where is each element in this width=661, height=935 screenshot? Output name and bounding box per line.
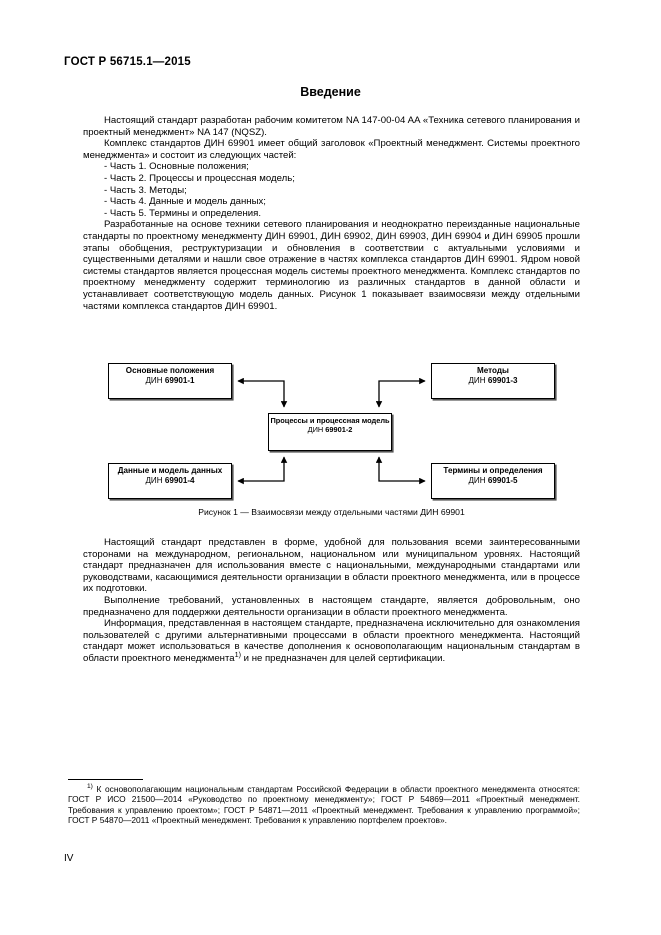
footnote-separator [68, 779, 143, 780]
paragraph-6-text-b: и не предназначен для целей сертификации. [241, 652, 446, 664]
intro-text-block [83, 115, 580, 312]
node-code: ДИН 69901-3 [468, 376, 518, 386]
diagram-node-basics [108, 363, 232, 399]
paragraph-6-text-a: Информация, представленная в настоящем стандарте, предназначена исключительно для ознакомления пользователей с другими альтернативными процессами в области проектного менеджмента. Настоящий стандарт может использоваться в качестве дополнения к основополагающим национальным стандартам в области проектного менеджмента [83, 618, 580, 664]
footnote-block [68, 784, 580, 826]
footnote-marker: 1) [87, 783, 93, 791]
node-code: ДИН 69901-1 [145, 376, 195, 386]
node-title: Методы [477, 366, 509, 375]
figure-1 [83, 357, 580, 532]
list-item: - Часть 5. Термины и определения. [104, 207, 261, 219]
diagram-node-processes [268, 413, 392, 451]
paragraph-3: Разработанные на основе техники сетевого планирования и неоднократно переизданные национальные стандарты по проектному менеджменту ДИН 69901, ДИН 69902, ДИН 69903, ДИН 69904 и ДИН 69905 прошли этапы обобщения, реструктуризации и обновления в соответствии с актуальными условиями и существенными деталями и нашли свое отражение в частях комплекса стандартов ДИН 69901. Ядром новой системы стандартов является процессная модель системы проектного менеджмента. Комплекс стандартов по проектному менеджменту содержит терминологию из различных стандартов в данной области и устанавливает соответствующую модель данных. Рисунок 1 показывает взаимосвязи между отдельными частями комплекса стандартов ДИН 69901. [83, 219, 580, 312]
parts-list [83, 161, 580, 219]
paragraph-5: Выполнение требований, установленных в настоящем стандарте, является добровольным, оно предназначено для поддержки деятельности организации в области проектного менеджмента. [83, 594, 580, 618]
list-item: - Часть 4. Данные и модель данных; [104, 196, 266, 208]
page-title: Введение [300, 85, 361, 99]
footnote-text [68, 784, 580, 826]
list-item: - Часть 3. Методы; [104, 184, 187, 196]
paragraph-4: Настоящий стандарт представлен в форме, удобной для пользования всеми заинтересованными сторонами на международном, региональном, национальном или муниципальном уровнях. Настоящий стандарт предназначен для использования вместе с национальными, международными стандартами или руководствами, касающимися деятельности организации в области проектного менеджмента, или в процессе их подготовки. [83, 537, 580, 595]
body-text-block [83, 537, 580, 665]
node-title: Термины и определения [443, 466, 543, 475]
figure-caption: Рисунок 1 — Взаимосвязи между отдельными частями ДИН 69901 [198, 507, 465, 517]
node-code: ДИН 69901-5 [468, 476, 518, 486]
figure-diagram [83, 357, 580, 505]
footnote-body: К основополагающим национальным стандартам Российской Федерации в области проектного менеджмента относятся: ГОСТ Р ИСО 21500—2014 «Руководство по проектному менеджменту»; ГОСТ Р 54869—2011 «Проектный менеджмент. Требования к управлению проектом»; ГОСТ Р 54871—2011 «Проектный менеджмент. Требования к управлению программой»; ГОСТ Р 54870—2011 «Проектный менеджмент. Требования к управлению портфелем проектов». [68, 784, 580, 826]
page-number: IV [64, 853, 74, 864]
list-item: - Часть 2. Процессы и процессная модель; [104, 172, 295, 184]
diagram-node-methods [431, 363, 555, 399]
running-header: ГОСТ Р 56715.1—2015 [64, 56, 191, 68]
footnote-marker-inline: 1) [234, 649, 241, 659]
node-title: Основные положения [125, 366, 215, 375]
node-code: ДИН 69901-4 [145, 476, 195, 486]
diagram-node-terms [431, 463, 555, 499]
node-code: ДИН 69901-2 [307, 425, 353, 435]
node-title: Процессы и процессная модель [270, 416, 390, 425]
paragraph-2: Комплекс стандартов ДИН 69901 имеет общий заголовок «Проектный менеджмент. Системы проектного менеджмента» и состоит из следующих частей: [83, 138, 580, 161]
list-item: - Часть 1. Основные положения; [104, 161, 249, 173]
diagram-node-data [108, 463, 232, 499]
paragraph-1: Настоящий стандарт разработан рабочим комитетом NA 147-00-04 AA «Техника сетевого планирования и проектный менеджмент» NA 147 (NQSZ). [83, 115, 580, 138]
paragraph-6 [83, 618, 580, 664]
node-title: Данные и модель данных [117, 466, 223, 475]
